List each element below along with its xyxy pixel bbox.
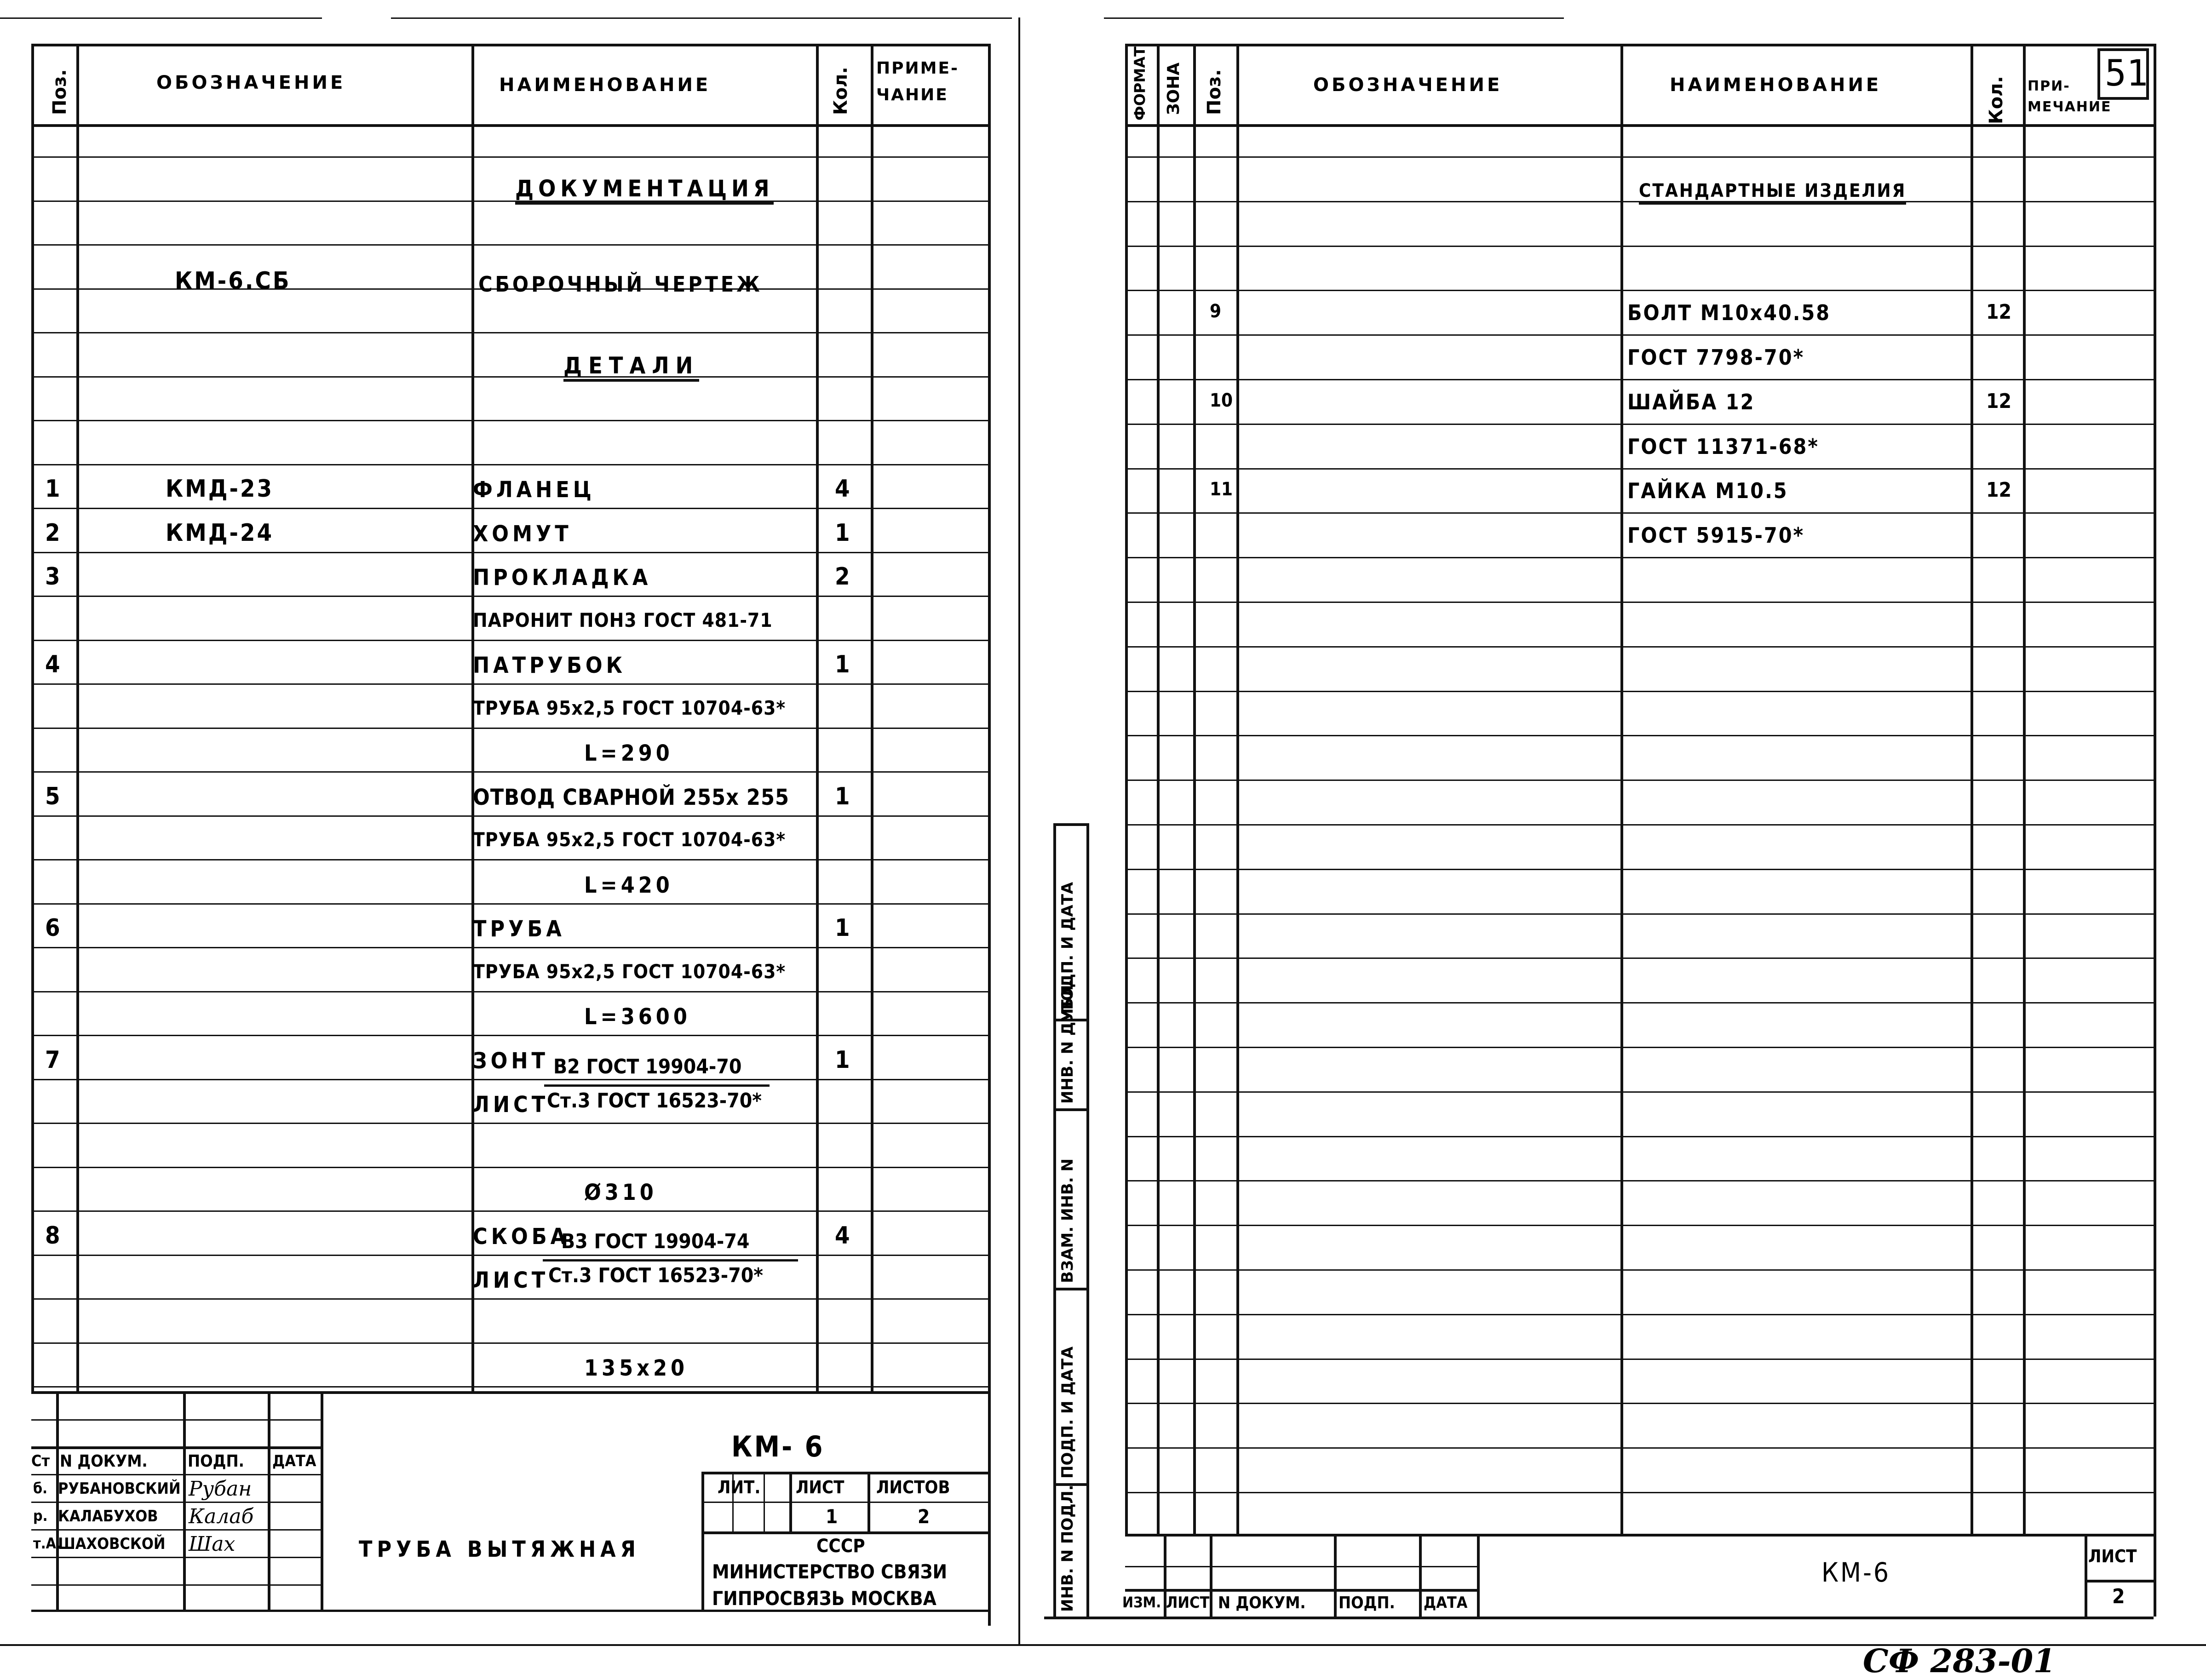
row-pos: 2 (45, 519, 60, 547)
rtb-v5 (1477, 1534, 1480, 1617)
row-qty: 1 (835, 914, 850, 942)
right-row-line (1125, 1180, 2154, 1181)
right-frame-right (2154, 44, 2156, 1617)
tb-person-role: б. (33, 1479, 48, 1497)
tb-person-role: р. (33, 1507, 48, 1525)
right-row-line (1125, 290, 2154, 291)
right-row-line (1125, 646, 2154, 648)
tb-org-1: СССР (816, 1536, 865, 1557)
side-label: ВЗАМ. ИНВ. N (1058, 1158, 1077, 1283)
row-name: ТРУБА 95х2,5 ГОСТ 10704-63* (473, 697, 786, 719)
tb-col-sign: ПОДП. (188, 1452, 244, 1471)
tb-h2 (31, 1446, 321, 1449)
left-row-line (31, 596, 988, 597)
left-frame-left (31, 44, 34, 1391)
row-name: L=290 (584, 740, 673, 766)
tb-h8 (701, 1472, 988, 1474)
header-designation: ОБОЗНАЧЕНИЕ (156, 72, 346, 93)
row-pos: 7 (45, 1046, 60, 1074)
tb-sheets-total: 2 (918, 1505, 930, 1528)
tb-h6 (31, 1557, 321, 1558)
row-designation: КМД-23 (166, 475, 274, 503)
left-row-line (31, 332, 988, 333)
rcol-format (1157, 44, 1160, 1534)
right-row-line (1125, 468, 2154, 470)
rheader-format: ФОРМАТ (1131, 46, 1149, 120)
left-row-line (31, 1210, 988, 1212)
tb-sheet-label: ЛИСТ (796, 1477, 844, 1497)
row-pos: 5 (45, 783, 60, 810)
left-row-line (31, 903, 988, 905)
left-row-line (31, 1342, 988, 1344)
page-mark: 51 (2105, 53, 2148, 94)
col-qty-line (871, 44, 873, 1391)
right-row-line (1125, 958, 2154, 959)
rrow-qty: 12 (1986, 300, 2012, 324)
row-name: ОТВОД СВАРНОЙ 255х 255 (473, 785, 790, 810)
right-row-line (1125, 334, 2154, 336)
right-row-line (1125, 1447, 2154, 1449)
row-qty: 1 (835, 651, 850, 678)
left-frame-top (31, 44, 988, 46)
rheader-name: НАИМЕНОВАНИЕ (1670, 75, 1882, 96)
right-row-line (1125, 512, 2154, 514)
header-qty: Кол. (830, 67, 851, 115)
right-row-line (1125, 1269, 2154, 1271)
right-row-line (1125, 424, 2154, 425)
signature-2: Калаб (189, 1505, 254, 1528)
row-name: ПАРОНИТ ПОН3 ГОСТ 481-71 (473, 609, 773, 631)
rrow-pos: 11 (1210, 479, 1233, 500)
right-row-line (1125, 1403, 2154, 1404)
row-pos: 8 (45, 1222, 60, 1250)
rrow-name: ГОСТ 7798-70* (1627, 345, 1805, 370)
tb-org-3: ГИПРОСВЯЗЬ МОСКВА (712, 1587, 936, 1610)
row-name: ПАТРУБОК (473, 653, 626, 678)
tb-person-role: т.А. (33, 1535, 61, 1552)
header-note: ПРИМЕ- ЧАНИЕ (876, 59, 959, 104)
left-row-line (31, 244, 988, 246)
right-row-line (1125, 557, 2154, 558)
right-frame-bottom (1044, 1617, 2154, 1619)
row-name: ЛИСТ (473, 1092, 549, 1118)
rheader-designation: ОБОЗНАЧЕНИЕ (1313, 75, 1503, 96)
tb-product-name: ТРУБА ВЫТЯЖНАЯ (359, 1537, 640, 1562)
col-pos-line (76, 44, 79, 1391)
right-row-line (1125, 1047, 2154, 1048)
left-row-line (31, 508, 988, 509)
right-row-line (1125, 1091, 2154, 1093)
left-row-line (31, 728, 988, 729)
tb-v2 (183, 1391, 186, 1610)
row-qty: 1 (835, 1046, 850, 1074)
rrow-qty: 12 (1986, 478, 2012, 502)
rheader-qty: Кол. (1986, 76, 2007, 124)
rcol-pos (1236, 44, 1239, 1534)
rtb-col-list: ЛИСТ (1166, 1594, 1210, 1612)
right-row-line (1125, 1359, 2154, 1360)
rtb-sheet-label: ЛИСТ (2088, 1546, 2137, 1566)
rcol-name (1970, 44, 1973, 1534)
col-name-line (816, 44, 819, 1391)
fraction8-bar (543, 1259, 798, 1261)
rtb-col-docno: N ДОКУМ. (1218, 1594, 1306, 1612)
section-details: ДЕТАЛИ (563, 354, 699, 382)
right-row-line (1125, 246, 2154, 247)
tb-col-date: ДАТА (272, 1452, 316, 1470)
tb-h9 (701, 1502, 988, 1503)
strip-h3 (1053, 1288, 1086, 1290)
left-row-line (31, 552, 988, 553)
fraction7-bottom: Ст.3 ГОСТ 16523-70* (547, 1089, 762, 1112)
left-row-line (31, 420, 988, 421)
page-top-rule-left (0, 17, 322, 19)
right-frame-left (1125, 44, 1128, 1534)
rrow-name: ГОСТ 11371-68* (1627, 434, 1819, 459)
row-pos: 1 (45, 475, 60, 503)
tb-person-name: КАЛАБУХОВ (58, 1507, 158, 1525)
page-mark-box (2097, 48, 2149, 100)
left-row-line (31, 1167, 988, 1168)
side-label: ПОДП. И ДАТА (1058, 882, 1077, 1014)
rheader-note: ПРИ- МЕЧАНИЕ (2028, 78, 2112, 115)
row-qty: 1 (835, 519, 850, 547)
rtb-v6 (2085, 1534, 2087, 1617)
left-row-line (31, 201, 988, 202)
section-documentation: ДОКУМЕНТАЦИЯ (515, 177, 774, 205)
left-row-line (31, 815, 988, 817)
left-row-line (31, 859, 988, 860)
strip-left (1053, 823, 1056, 1617)
left-row-line (31, 991, 988, 992)
row-name: ФЛАНЕЦ (473, 477, 595, 503)
section-standard: СТАНДАРТНЫЕ ИЗДЕЛИЯ (1639, 182, 1906, 205)
rrow-pos: 9 (1210, 301, 1222, 322)
left-row-line (31, 1386, 988, 1388)
left-row-line (31, 156, 988, 158)
tb-lit-label: ЛИТ. (718, 1477, 761, 1497)
rcol-zone (1193, 44, 1196, 1534)
signature-3: Шах (189, 1532, 236, 1556)
rrow-name: БОЛТ М10х40.58 (1627, 300, 1831, 325)
row-pos: 6 (45, 914, 60, 942)
tb-h10 (701, 1531, 988, 1534)
right-row-line (1125, 1314, 2154, 1315)
left-row-line (31, 1255, 988, 1256)
tb-v3 (268, 1391, 270, 1610)
fraction8-top: В3 ГОСТ 19904-74 (561, 1230, 750, 1253)
left-row-line (31, 640, 988, 641)
doc-designation: КМ-6.СБ (175, 267, 291, 295)
right-row-line (1125, 602, 2154, 603)
row-name: ЗОНТ (473, 1048, 549, 1074)
fraction-pos7 (544, 1053, 774, 1122)
header-pos: Поз. (49, 69, 70, 115)
rtb-h3 (2085, 1580, 2154, 1583)
left-row-line (31, 947, 988, 948)
row-name: ТРУБА 95х2,5 ГОСТ 10704-63* (473, 828, 786, 851)
right-row-line (1125, 1492, 2154, 1493)
tb-top (31, 1391, 988, 1394)
rtb-h2 (1125, 1589, 1477, 1592)
strip-top (1053, 823, 1086, 826)
left-row-line (31, 1298, 988, 1300)
row-qty: 1 (835, 783, 850, 810)
side-label: ИНВ. N ПОДЛ. (1058, 1485, 1077, 1612)
tb-doc-code: КМ- 6 (731, 1430, 825, 1463)
tb-h4 (31, 1502, 321, 1503)
tb-person-name: ШАХОВСКОЙ (58, 1535, 166, 1553)
row-pos: 3 (45, 563, 60, 591)
rrow-pos: 10 (1210, 390, 1233, 411)
right-row-line (1125, 913, 2154, 915)
right-frame-top (1125, 44, 2154, 46)
row-name: ТРУБА (473, 916, 565, 942)
right-row-line (1125, 379, 2154, 380)
tb-h3 (31, 1474, 321, 1475)
row-name: ХОМУТ (473, 521, 572, 547)
right-row-line (1125, 691, 2154, 692)
rrow-qty: 12 (1986, 390, 2012, 413)
tb-bottom (31, 1610, 988, 1612)
rtb-h1 (1125, 1566, 1477, 1567)
rtb-col-sign: ПОДП. (1339, 1594, 1395, 1612)
right-row-line (1125, 1002, 2154, 1003)
right-row-line (1125, 1225, 2154, 1226)
rrow-name: ГОСТ 5915-70* (1627, 523, 1805, 548)
left-row-line (31, 376, 988, 378)
rrow-name: ШАЙБА 12 (1627, 390, 1755, 414)
right-row-line (1125, 1136, 2154, 1137)
row-name: ПРОКЛАДКА (473, 565, 652, 591)
strip-right (1086, 823, 1089, 1617)
tb-org-2: МИНИСТЕРСТВО СВЯЗИ (712, 1560, 948, 1583)
fraction7-top: В2 ГОСТ 19904-70 (553, 1055, 742, 1078)
tb-col-list: Ст (31, 1452, 50, 1470)
rcol-qty (2023, 44, 2026, 1534)
strip-h2 (1053, 1108, 1086, 1111)
left-frame-right (988, 44, 991, 1626)
signature-1: Рубан (189, 1477, 252, 1501)
rtb-top (1125, 1534, 2154, 1537)
rtb-v3 (1334, 1534, 1337, 1617)
rheader-pos: Поз. (1204, 69, 1225, 115)
fraction7-bar (544, 1084, 770, 1087)
rtb-v2 (1210, 1534, 1212, 1617)
header-name: НАИМЕНОВАНИЕ (499, 75, 711, 96)
left-row-line (31, 464, 988, 465)
tb-col-docno: N ДОКУМ. (60, 1452, 148, 1471)
right-row-line (1125, 869, 2154, 870)
row-name: ТРУБА 95х2,5 ГОСТ 10704-63* (473, 960, 786, 983)
row-qty: 4 (835, 475, 850, 503)
row-name: Ø310 (584, 1180, 657, 1205)
row-qty: 2 (835, 563, 850, 591)
row-qty: 4 (835, 1222, 850, 1250)
rtb-v4 (1419, 1534, 1422, 1617)
side-label: ПОДП. И ДАТА (1058, 1346, 1077, 1479)
rtb-doc-code: КМ-6 (1821, 1557, 1891, 1588)
row-pos: 4 (45, 651, 60, 678)
row-name: ЛИСТ (473, 1267, 549, 1293)
tb-sheets-label: ЛИСТОВ (876, 1477, 950, 1497)
tb-sheet-no: 1 (826, 1505, 838, 1528)
fraction-pos8 (543, 1228, 800, 1297)
tb-h1 (31, 1419, 321, 1421)
right-row-line (1125, 824, 2154, 826)
tb-h7 (31, 1584, 321, 1586)
rrow-name: ГАЙКА М10.5 (1627, 478, 1788, 503)
left-row-line (31, 1035, 988, 1036)
sheet-divider (1018, 17, 1020, 1646)
left-row-line (31, 771, 988, 773)
row-name: L=3600 (584, 1004, 691, 1030)
rcol-designation (1620, 44, 1623, 1534)
fraction8-bottom: Ст.3 ГОСТ 16523-70* (548, 1264, 763, 1287)
left-row-line (31, 1079, 988, 1080)
tb-h5 (31, 1529, 321, 1531)
left-row-line (31, 683, 988, 685)
header-bottom-line (31, 124, 988, 127)
rtb-col-date: ДАТА (1424, 1594, 1468, 1612)
tb-v4 (321, 1391, 323, 1610)
right-row-line (1125, 735, 2154, 736)
tb-person-name: РУБАНОВСКИЙ (58, 1479, 181, 1498)
side-label: ИНВ. N ДУБЛ. (1058, 979, 1077, 1104)
right-row-line (1125, 780, 2154, 781)
doc-name: СБОРОЧНЫЙ ЧЕРТЕЖ (478, 272, 763, 297)
row-name: СКОБА (473, 1224, 570, 1250)
rtb-col-change: ИЗМ. (1122, 1594, 1161, 1611)
rheader-zone: ЗОНА (1164, 62, 1183, 115)
page-top-rule-right (1104, 17, 1564, 19)
page-top-rule-mid (391, 17, 1012, 19)
rtb-sheet-no: 2 (2112, 1585, 2125, 1608)
tb-v5 (701, 1472, 704, 1610)
bottom-note: СФ 283-01 (1863, 1642, 2056, 1680)
row-designation: КМД-24 (166, 519, 274, 547)
row-name: L=420 (584, 872, 673, 898)
left-row-line (31, 1123, 988, 1124)
rheader-bottom (1125, 124, 2154, 127)
tb-v1 (56, 1391, 59, 1610)
right-row-line (1125, 156, 2154, 158)
row-name: 135х20 (584, 1355, 689, 1381)
